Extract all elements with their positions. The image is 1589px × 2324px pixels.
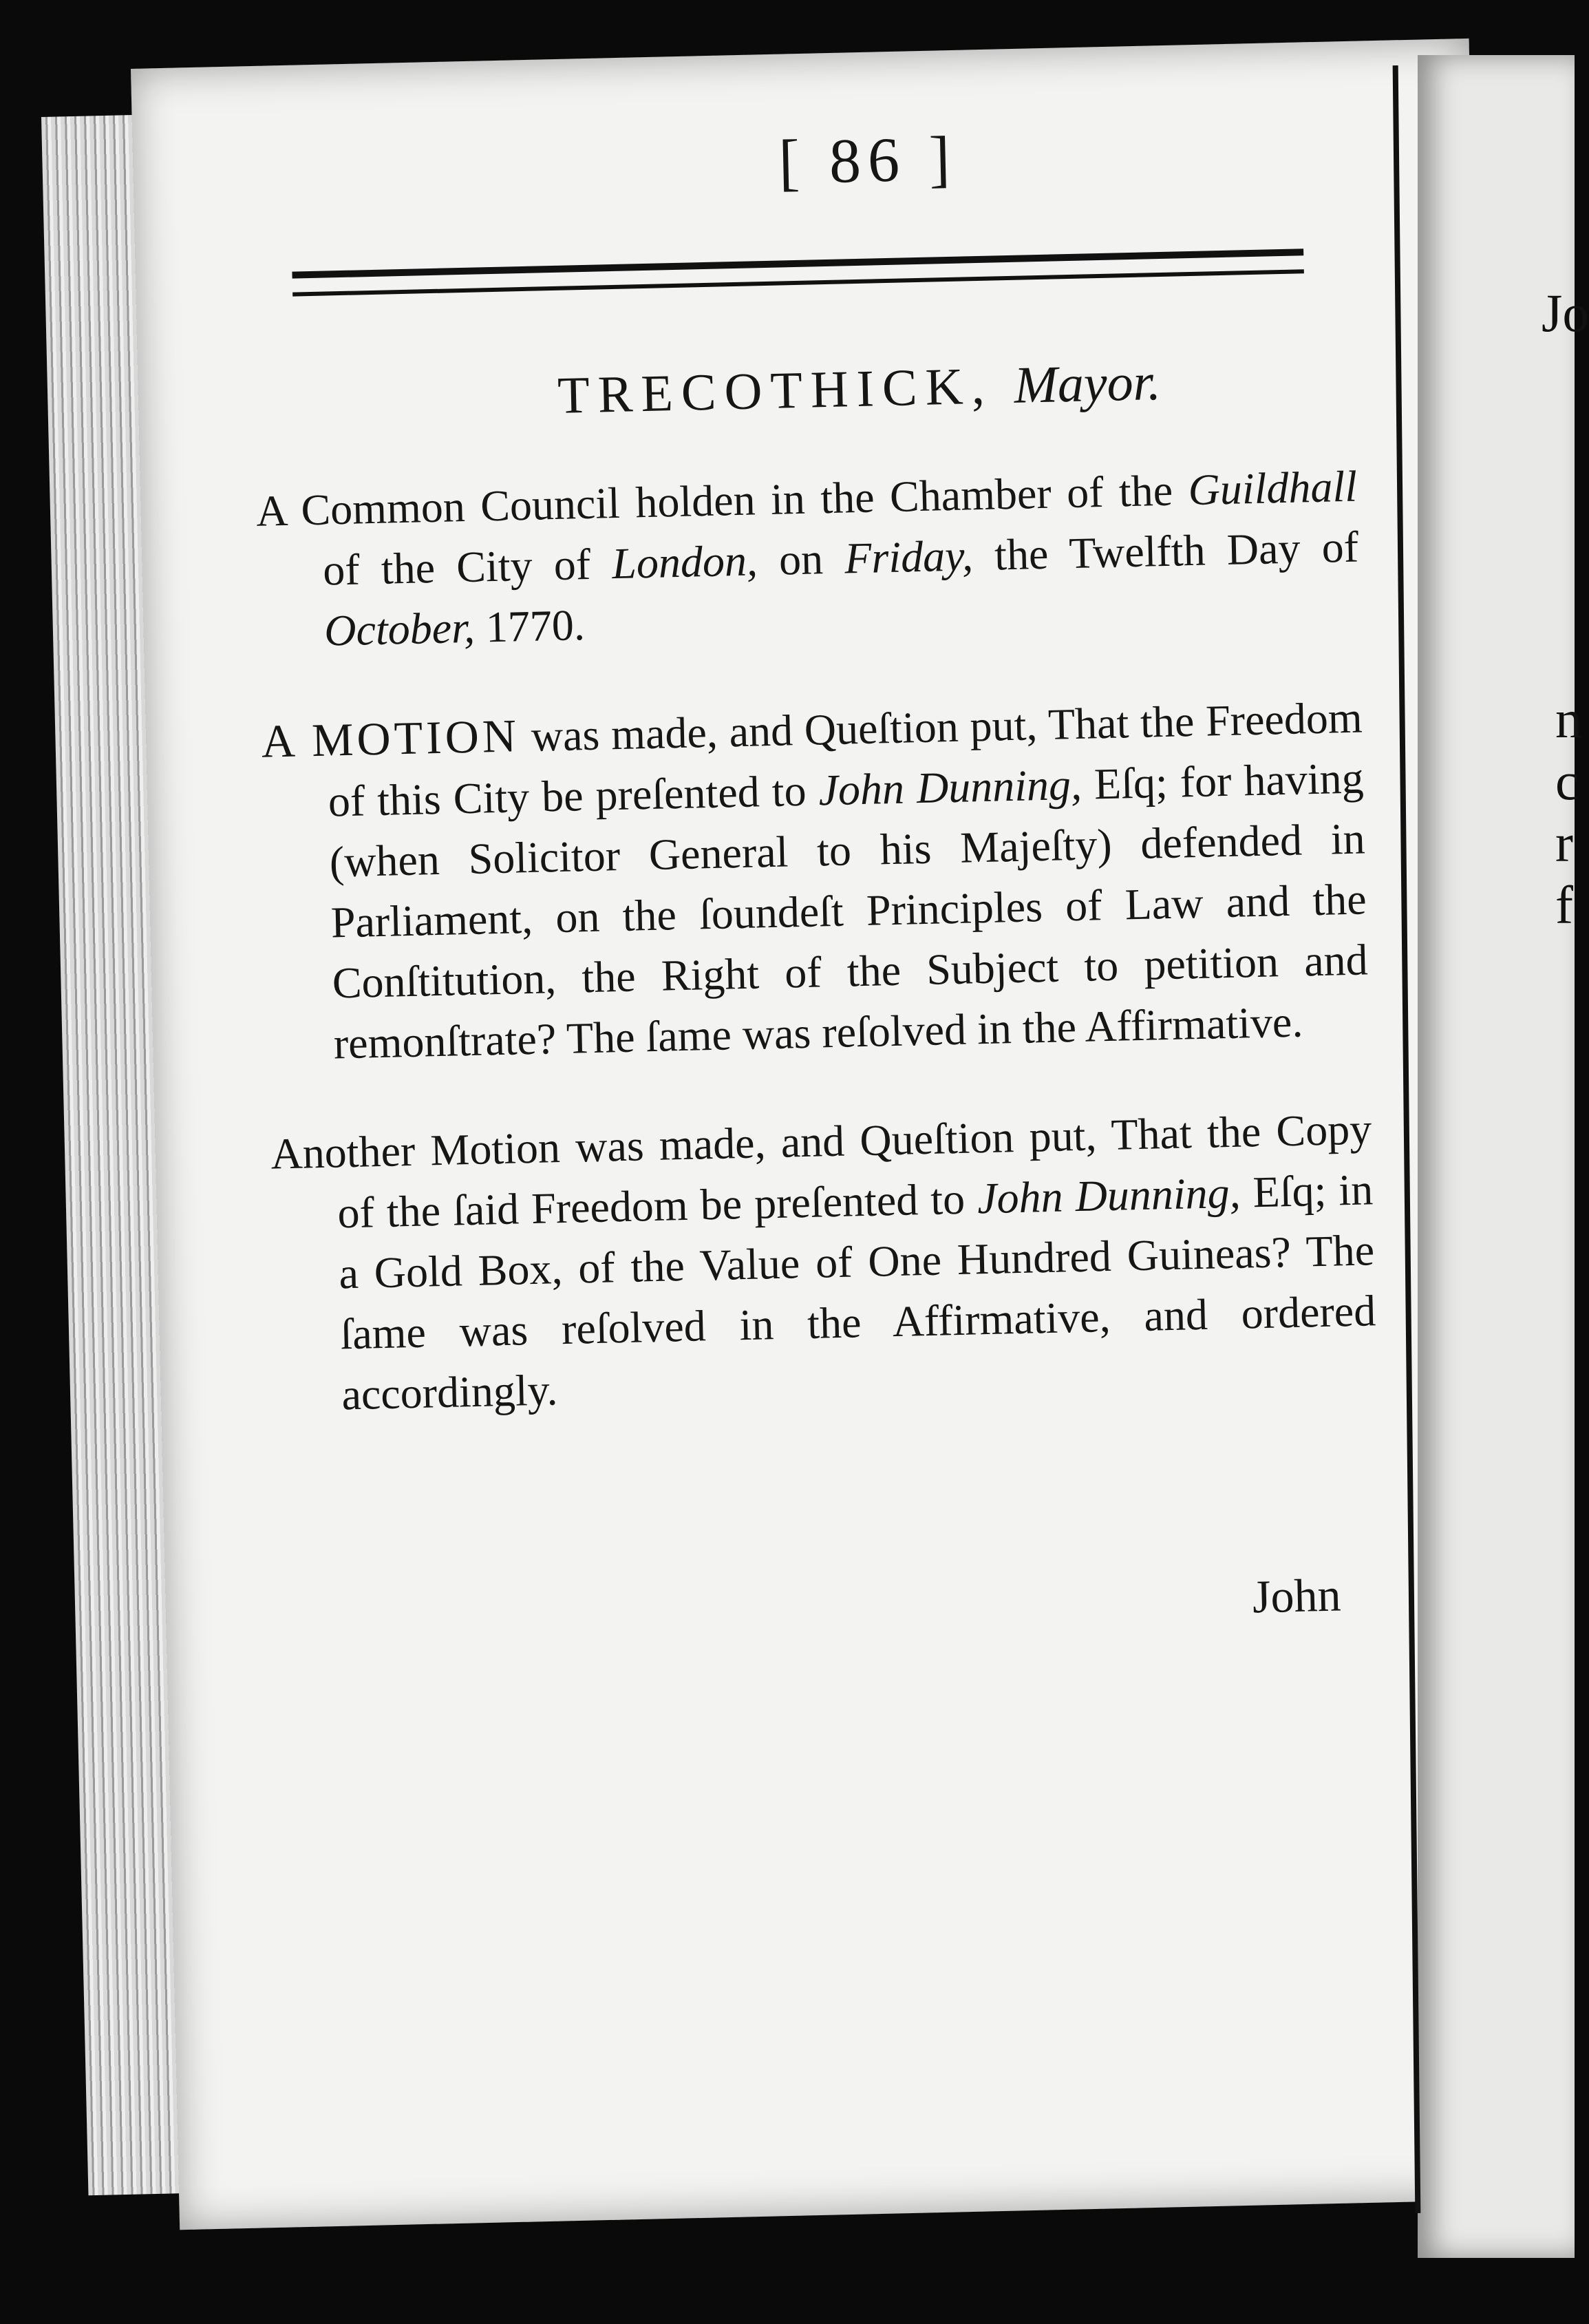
- facing-page-text: Jo: [1542, 283, 1589, 343]
- intro-london: London,: [611, 536, 758, 589]
- facing-page-text: n: [1555, 689, 1582, 749]
- catchword: John: [1252, 1568, 1342, 1623]
- intro-text: 1770.: [474, 600, 586, 652]
- double-rule: [292, 249, 1303, 296]
- facing-page-text: c: [1555, 751, 1579, 811]
- intro-guildhall: Guildhall: [1187, 461, 1358, 515]
- intro-text: of the City of: [322, 539, 613, 595]
- motion-text: Eſq; in a Gold Box, of the Value of One Hundred Guineas? The ſame was reſolved in the Affirmative, and ordered accordingly.: [338, 1165, 1376, 1419]
- motion-name: John Dunning,: [818, 759, 1083, 815]
- facing-page: [1418, 55, 1589, 2258]
- page-heading: [363, 348, 1356, 431]
- facing-page-text: f: [1555, 875, 1573, 935]
- page-content: [248, 113, 1383, 1647]
- motion-paragraph-1: [261, 686, 1370, 1075]
- page-number: [ 86 ]: [778, 123, 958, 198]
- mayor-name: TRECOTHICK,: [557, 357, 994, 425]
- motion-name: John Dunning,: [977, 1168, 1241, 1223]
- intro-friday: Friday,: [844, 531, 974, 583]
- intro-text: on: [757, 534, 846, 585]
- mayor-title: Mayor.: [1013, 353, 1162, 414]
- motion-paragraph-2: [270, 1099, 1378, 1426]
- motion-lead: A MOTION: [261, 709, 520, 768]
- motion-text: was made, and Queſtion put, That the Freedom of this City be preſented to: [328, 693, 1363, 826]
- facing-page-text: r: [1555, 813, 1573, 873]
- intro-october: October,: [323, 602, 476, 655]
- motion-text: Another Motion was made, and Queſtion put, That the Copy of the ſaid Freedom be preſented to: [270, 1104, 1372, 1238]
- intro-paragraph: [255, 456, 1361, 663]
- intro-text: the Twelfth Day of: [972, 522, 1359, 580]
- intro-text: A Common Council holden in the Chamber of the: [255, 465, 1189, 536]
- motion-text: Eſq; for having (when Solicitor General to his Majeſty) defended in Parliament, on the ſoundeſt Principles of Law and the Conſtitution, the Right of the Subject to petition and remonſtrate? The ſame was reſolved in the Affirmative.: [329, 753, 1369, 1068]
